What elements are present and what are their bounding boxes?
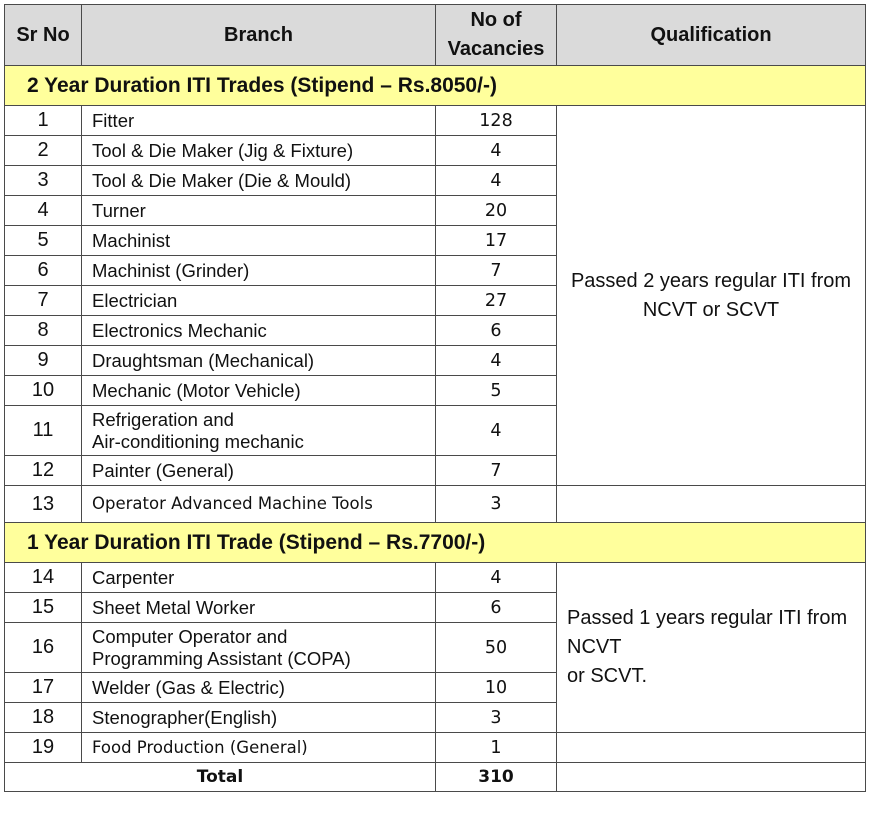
- vacancies-cell: 3: [436, 486, 557, 523]
- qualification-line1: Passed 1 years regular ITI from NCVT: [567, 607, 848, 658]
- total-row: [5, 763, 866, 792]
- sr-cell: 3: [5, 166, 82, 196]
- section-heading-2-year: [5, 66, 866, 106]
- header-vacancies-line1: No of: [470, 9, 522, 31]
- branch-cell: Turner: [82, 196, 436, 226]
- table-row: [5, 733, 866, 763]
- vacancies-cell: 50: [436, 623, 557, 673]
- branch-cell: Carpenter: [82, 563, 436, 593]
- total-empty-cell: [557, 763, 866, 792]
- vacancies-cell: 17: [436, 226, 557, 256]
- vacancy-table: [4, 4, 866, 792]
- vacancies-cell: 1: [436, 733, 557, 763]
- header-vacancies-line2: Vacancies: [447, 38, 545, 60]
- vacancies-cell: 20: [436, 196, 557, 226]
- sr-cell: 16: [5, 623, 82, 673]
- branch-line1: Computer Operator and: [92, 625, 288, 647]
- sr-cell: 9: [5, 346, 82, 376]
- qualification-line2: or SCVT.: [567, 665, 648, 687]
- header-vacancies: [436, 5, 557, 66]
- vacancies-cell: 128: [436, 106, 557, 136]
- branch-cell: Food Production (General): [82, 733, 436, 763]
- sr-cell: 14: [5, 563, 82, 593]
- qualification-line2: NCVT or SCVT: [642, 298, 780, 321]
- branch-cell: Sheet Metal Worker: [82, 593, 436, 623]
- branch-cell: Electrician: [82, 286, 436, 316]
- header-sr-no: Sr No: [5, 5, 82, 66]
- section-title: 2 Year Duration ITI Trades (Stipend – Rs.8050/-): [5, 66, 866, 106]
- branch-cell: [82, 623, 436, 673]
- qualification-line1: Passed 2 years regular ITI from: [570, 269, 852, 292]
- total-value: 310: [436, 763, 557, 792]
- sr-cell: 11: [5, 406, 82, 456]
- branch-cell: Painter (General): [82, 456, 436, 486]
- vacancies-cell: 4: [436, 563, 557, 593]
- vacancies-cell: 6: [436, 593, 557, 623]
- vacancies-cell: 4: [436, 136, 557, 166]
- section-heading-1-year: [5, 523, 866, 563]
- table-row: [5, 486, 866, 523]
- branch-cell: Machinist: [82, 226, 436, 256]
- branch-cell: Machinist (Grinder): [82, 256, 436, 286]
- header-row: [5, 5, 866, 66]
- sr-cell: 2: [5, 136, 82, 166]
- vacancies-cell: 4: [436, 406, 557, 456]
- branch-cell: [82, 406, 436, 456]
- branch-line1: Refrigeration and: [92, 408, 234, 430]
- qualification-cell-1-year: [557, 563, 866, 733]
- qualification-empty-cell: [557, 486, 866, 523]
- sr-cell: 19: [5, 733, 82, 763]
- vacancies-cell: 27: [436, 286, 557, 316]
- sr-cell: 10: [5, 376, 82, 406]
- table-row: [5, 563, 866, 593]
- sr-cell: 4: [5, 196, 82, 226]
- header-qualification: Qualification: [557, 5, 866, 66]
- qualification-empty-cell: [557, 733, 866, 763]
- vacancies-cell: 4: [436, 346, 557, 376]
- sr-cell: 7: [5, 286, 82, 316]
- vacancies-cell: 3: [436, 703, 557, 733]
- vacancies-cell: 6: [436, 316, 557, 346]
- branch-cell: Tool & Die Maker (Die & Mould): [82, 166, 436, 196]
- qualification-cell-2-year: [557, 106, 866, 486]
- sr-cell: 6: [5, 256, 82, 286]
- branch-cell: Tool & Die Maker (Jig & Fixture): [82, 136, 436, 166]
- branch-line2: Air-conditioning mechanic: [92, 430, 304, 452]
- vacancies-cell: 5: [436, 376, 557, 406]
- vacancies-cell: 10: [436, 673, 557, 703]
- branch-cell: Mechanic (Motor Vehicle): [82, 376, 436, 406]
- sr-cell: 1: [5, 106, 82, 136]
- vacancies-cell: 4: [436, 166, 557, 196]
- sr-cell: 13: [5, 486, 82, 523]
- vacancies-cell: 7: [436, 456, 557, 486]
- sr-cell: 17: [5, 673, 82, 703]
- branch-cell: Fitter: [82, 106, 436, 136]
- sr-cell: 8: [5, 316, 82, 346]
- branch-cell: Electronics Mechanic: [82, 316, 436, 346]
- branch-cell: Stenographer(English): [82, 703, 436, 733]
- sr-cell: 5: [5, 226, 82, 256]
- sr-cell: 12: [5, 456, 82, 486]
- vacancies-cell: 7: [436, 256, 557, 286]
- sr-cell: 15: [5, 593, 82, 623]
- branch-cell: Draughtsman (Mechanical): [82, 346, 436, 376]
- table-row: [5, 106, 866, 136]
- sr-cell: 18: [5, 703, 82, 733]
- branch-line2: Programming Assistant (COPA): [92, 647, 351, 669]
- total-label: Total: [5, 763, 436, 792]
- section-title: 1 Year Duration ITI Trade (Stipend – Rs.7700/-): [5, 523, 866, 563]
- branch-cell: Operator Advanced Machine Tools: [82, 486, 436, 523]
- header-branch: Branch: [82, 5, 436, 66]
- branch-cell: Welder (Gas & Electric): [82, 673, 436, 703]
